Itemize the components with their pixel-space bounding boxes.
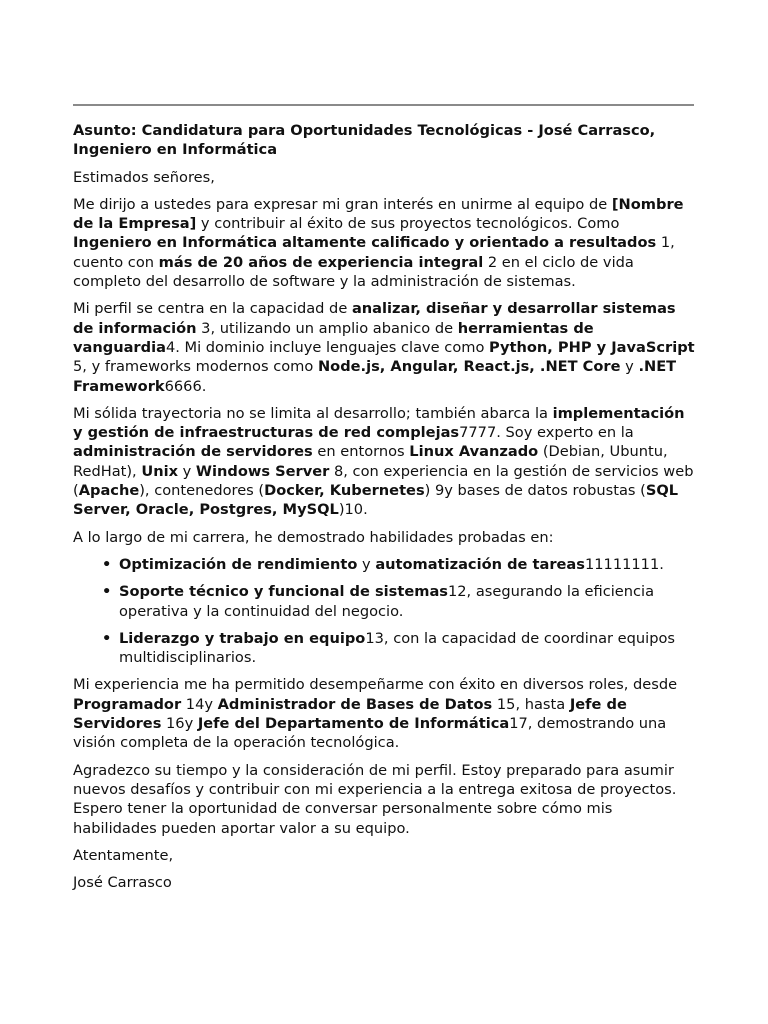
bold-text: Docker, Kubernetes (264, 482, 425, 500)
greeting: Estimados señores, (73, 168, 215, 186)
bold-text: Linux Avanzado (409, 443, 539, 461)
text-run: 17, demostrando una visión completa de la operación tecnológica. (73, 715, 667, 752)
text-run: y (357, 555, 376, 573)
skills-list-item (119, 582, 698, 621)
bold-text: herramientas de vanguardia (73, 319, 594, 356)
bold-text: Windows Server (195, 462, 330, 480)
bold-text: analizar, diseñar y desarrollar sistemas de información (73, 300, 676, 337)
bold-text: Python, PHP y JavaScript (489, 338, 695, 356)
bold-text: Optimización de rendimiento (119, 555, 358, 573)
bold-text: Programador (73, 695, 182, 713)
bold-text: administración de servidores (73, 443, 313, 461)
text-run: 11111111. (584, 555, 664, 573)
text-run: 4. Mi dominio incluye lenguajes clave como (165, 338, 490, 356)
skills-list-item (119, 555, 698, 574)
bold-text: implementación y gestión de infraestructuras de red complejas (73, 404, 685, 442)
text-run: 15, hasta (492, 695, 570, 713)
paragraph-skills-intro: A lo largo de mi carrera, he demostrado habilidades probadas en: (73, 528, 554, 546)
bold-text: más de 20 años de experiencia integral (158, 253, 484, 271)
text-run: 2 en el ciclo de vida completo del desarrollo de software y la administración de sistemas. (73, 253, 634, 291)
skills-list (73, 555, 698, 667)
closing: Atentamente, (73, 846, 174, 864)
text-run: 1, cuento con (73, 234, 675, 271)
bold-text: Liderazgo y trabajo en equipo (119, 629, 366, 647)
text-run: 14y (181, 695, 218, 713)
text-run: y contribuir al éxito de sus proyectos tecnológicos. Como (196, 215, 620, 233)
text-run: (Debian, Ubuntu, RedHat), (73, 443, 668, 480)
text-run: 6666. (164, 377, 207, 395)
bold-text: Unix (141, 462, 178, 480)
text-run: 7777. Soy experto en la (459, 424, 634, 442)
bold-text: Ingeniero en Informática altamente calificado y orientado a resultados (73, 234, 657, 252)
text-run: Me dirijo a ustedes para expresar mi gran interés en unirme al equipo de (73, 195, 612, 213)
paragraph-thanks: Agradezco su tiempo y la consideración de mi perfil. Estoy preparado para asumir nuevos desafíos y contribuir con mi experiencia a la entrega exitosa de proyectos. Espero tener la oportunidad de conversar personalmente sobre cómo mis habilidades pueden aportar valor a su equipo. (73, 761, 677, 837)
text-run: Mi experiencia me ha permitido desempeñarme con éxito en diversos roles, desde (73, 676, 678, 694)
letter-body (73, 121, 698, 900)
subject-text: Asunto: Candidatura para Oportunidades Tecnológicas - José Carrasco, Ingeniero en Informática (73, 122, 656, 159)
subject-line (73, 121, 698, 160)
text-run: ) 9y bases de datos robustas ( (424, 482, 646, 500)
paragraph-roles (73, 675, 698, 752)
bold-text: SQL Server, Oracle, Postgres, MySQL (73, 482, 679, 519)
paragraph-profile (73, 299, 698, 395)
text-run: Mi perfil se centra en la capacidad de (73, 300, 352, 318)
bold-text: Jefe de Servidores (73, 695, 627, 733)
text-run: Mi sólida trayectoria no se limita al desarrollo; también abarca la (73, 404, 553, 422)
text-run: 8, con experiencia en la gestión de servicios web ( (73, 462, 694, 500)
bold-text: [Nombre de la Empresa] (73, 195, 684, 233)
bold-text: Node.js, Angular, React.js, .NET Core (317, 358, 621, 376)
bold-text: automatización de tareas (375, 555, 585, 573)
text-run: y (620, 358, 639, 376)
signature: José Carrasco (73, 874, 172, 892)
text-run: 3, utilizando un amplio abanico de (196, 319, 458, 337)
text-run: en entornos (312, 443, 410, 461)
bold-text: Administrador de Bases de Datos (217, 695, 493, 713)
text-run: ), contenedores ( (139, 482, 265, 500)
text-run: 13, con la capacidad de coordinar equipos multidisciplinarios. (119, 629, 676, 667)
text-run: )10. (338, 501, 368, 519)
text-run: 12, asegurando la eficiencia operativa y la continuidad del negocio. (119, 583, 655, 620)
text-run: y (178, 462, 196, 480)
bold-text: Soporte técnico y funcional de sistemas (119, 583, 448, 601)
paragraph-introduction (73, 195, 698, 291)
bold-text: Apache (78, 482, 140, 500)
text-run: 5, y frameworks modernos como (73, 358, 318, 376)
bold-text: Jefe del Departamento de Informática (197, 715, 510, 733)
bold-text: .NET Framework (73, 358, 677, 395)
text-run: 16y (161, 715, 198, 733)
skills-list-item (119, 629, 698, 668)
header-divider (73, 104, 694, 106)
paragraph-infrastructure (73, 404, 698, 520)
